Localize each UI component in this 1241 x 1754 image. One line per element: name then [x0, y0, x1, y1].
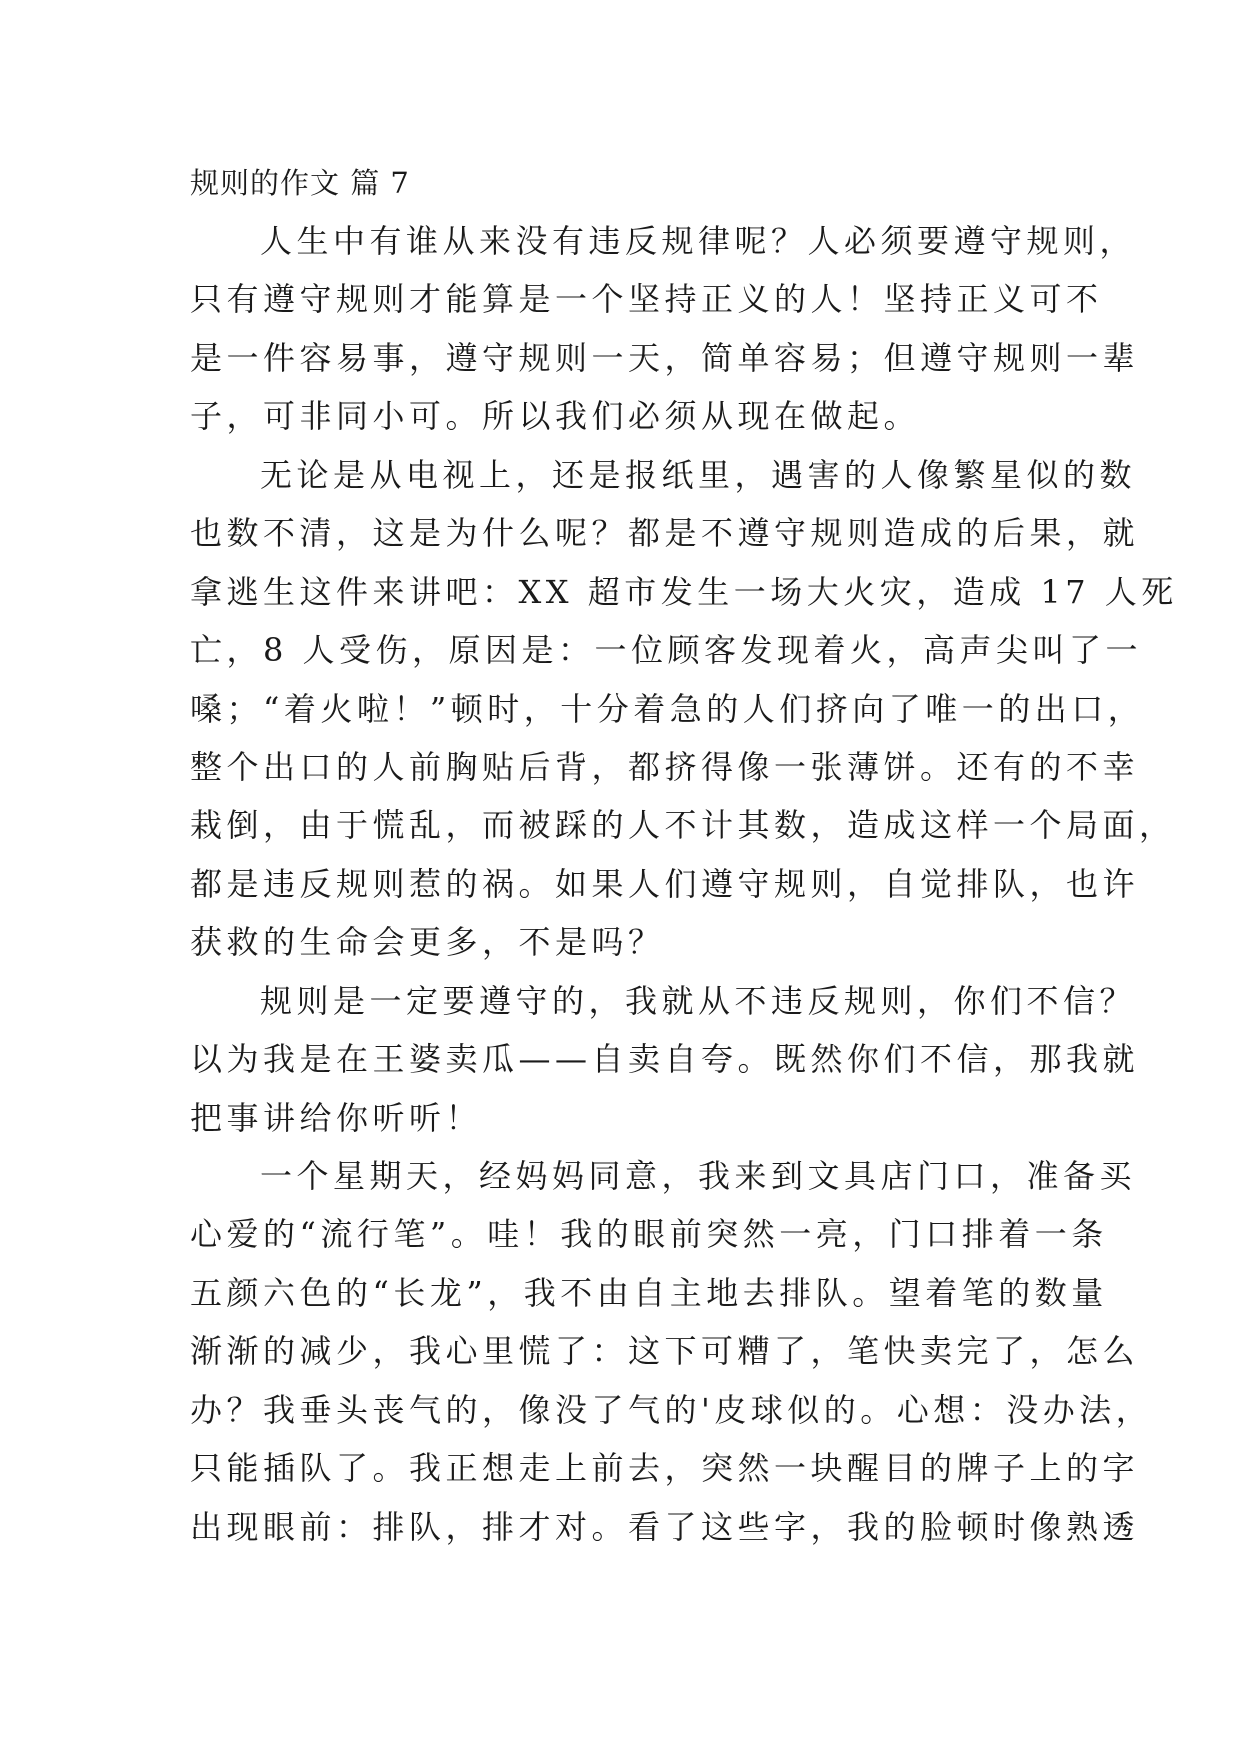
text-line: 整个出口的人前胸贴后背，都挤得像一张薄饼。还有的不幸 — [190, 747, 1140, 786]
text-line: 规则是一定要遵守的，我就从不违反规则，你们不信？ — [260, 981, 1137, 1020]
text-line: 只有遵守规则才能算是一个坚持正义的人！坚持正义可不 — [190, 280, 1103, 319]
text-line: 拿逃生这件来讲吧：XX 超市发生一场大火灾，造成 17 人死 — [190, 572, 1178, 611]
text-line: 无论是从电视上，还是报纸里，遇害的人像繁星似的数 — [260, 455, 1137, 494]
text-line: 出现眼前：排队，排才对。看了这些字，我的脸顿时像熟透 — [190, 1507, 1140, 1546]
text-line: 栽倒，由于慌乱，而被踩的人不计其数，造成这样一个局面， — [190, 806, 1176, 845]
text-line: 渐渐的减少，我心里慌了：这下可糟了，笔快卖完了，怎么 — [190, 1332, 1140, 1371]
text-line: 获救的生命会更多，不是吗？ — [190, 923, 665, 962]
essay-body — [190, 212, 1178, 1556]
text-line: 都是违反规则惹的祸。如果人们遵守规则，自觉排队，也许 — [190, 864, 1140, 903]
text-line: 把事讲给你听听！ — [190, 1098, 483, 1137]
text-line: 办？我垂头丧气的，像没了气的'皮球似的。心想：没办法， — [190, 1390, 1153, 1429]
text-line: 只能插队了。我正想走上前去，突然一块醒目的牌子上的字 — [190, 1449, 1140, 1488]
text-line: 是一件容易事，遵守规则一天，简单容易；但遵守规则一辈 — [190, 338, 1140, 377]
text-line: 也数不清，这是为什么呢？都是不遵守规则造成的后果，就 — [190, 514, 1140, 553]
text-line: 心爱的“流行笔”。哇！我的眼前突然一亮，门口排着一条 — [190, 1215, 1108, 1254]
text-line: 一个星期天，经妈妈同意，我来到文具店门口，准备买 — [260, 1157, 1137, 1195]
text-line: 以为我是在王婆卖瓜——自卖自夸。既然你们不信，那我就 — [190, 1040, 1140, 1079]
essay-title: 规则的作文 篇 7 — [190, 166, 410, 200]
text-line: 亡，8 人受伤，原因是：一位顾客发现着火，高声尖叫了一 — [190, 631, 1143, 670]
text-line: 五颜六色的“长龙”，我不由自主地去排队。望着笔的数量 — [190, 1273, 1108, 1312]
text-line: 嗓；“着火啦！”顿时，十分着急的人们挤向了唯一的出口， — [190, 689, 1145, 728]
text-line: 子，可非同小可。所以我们必须从现在做起。 — [190, 397, 921, 436]
text-line: 人生中有谁从来没有违反规律呢？人必须要遵守规则， — [260, 222, 1137, 260]
